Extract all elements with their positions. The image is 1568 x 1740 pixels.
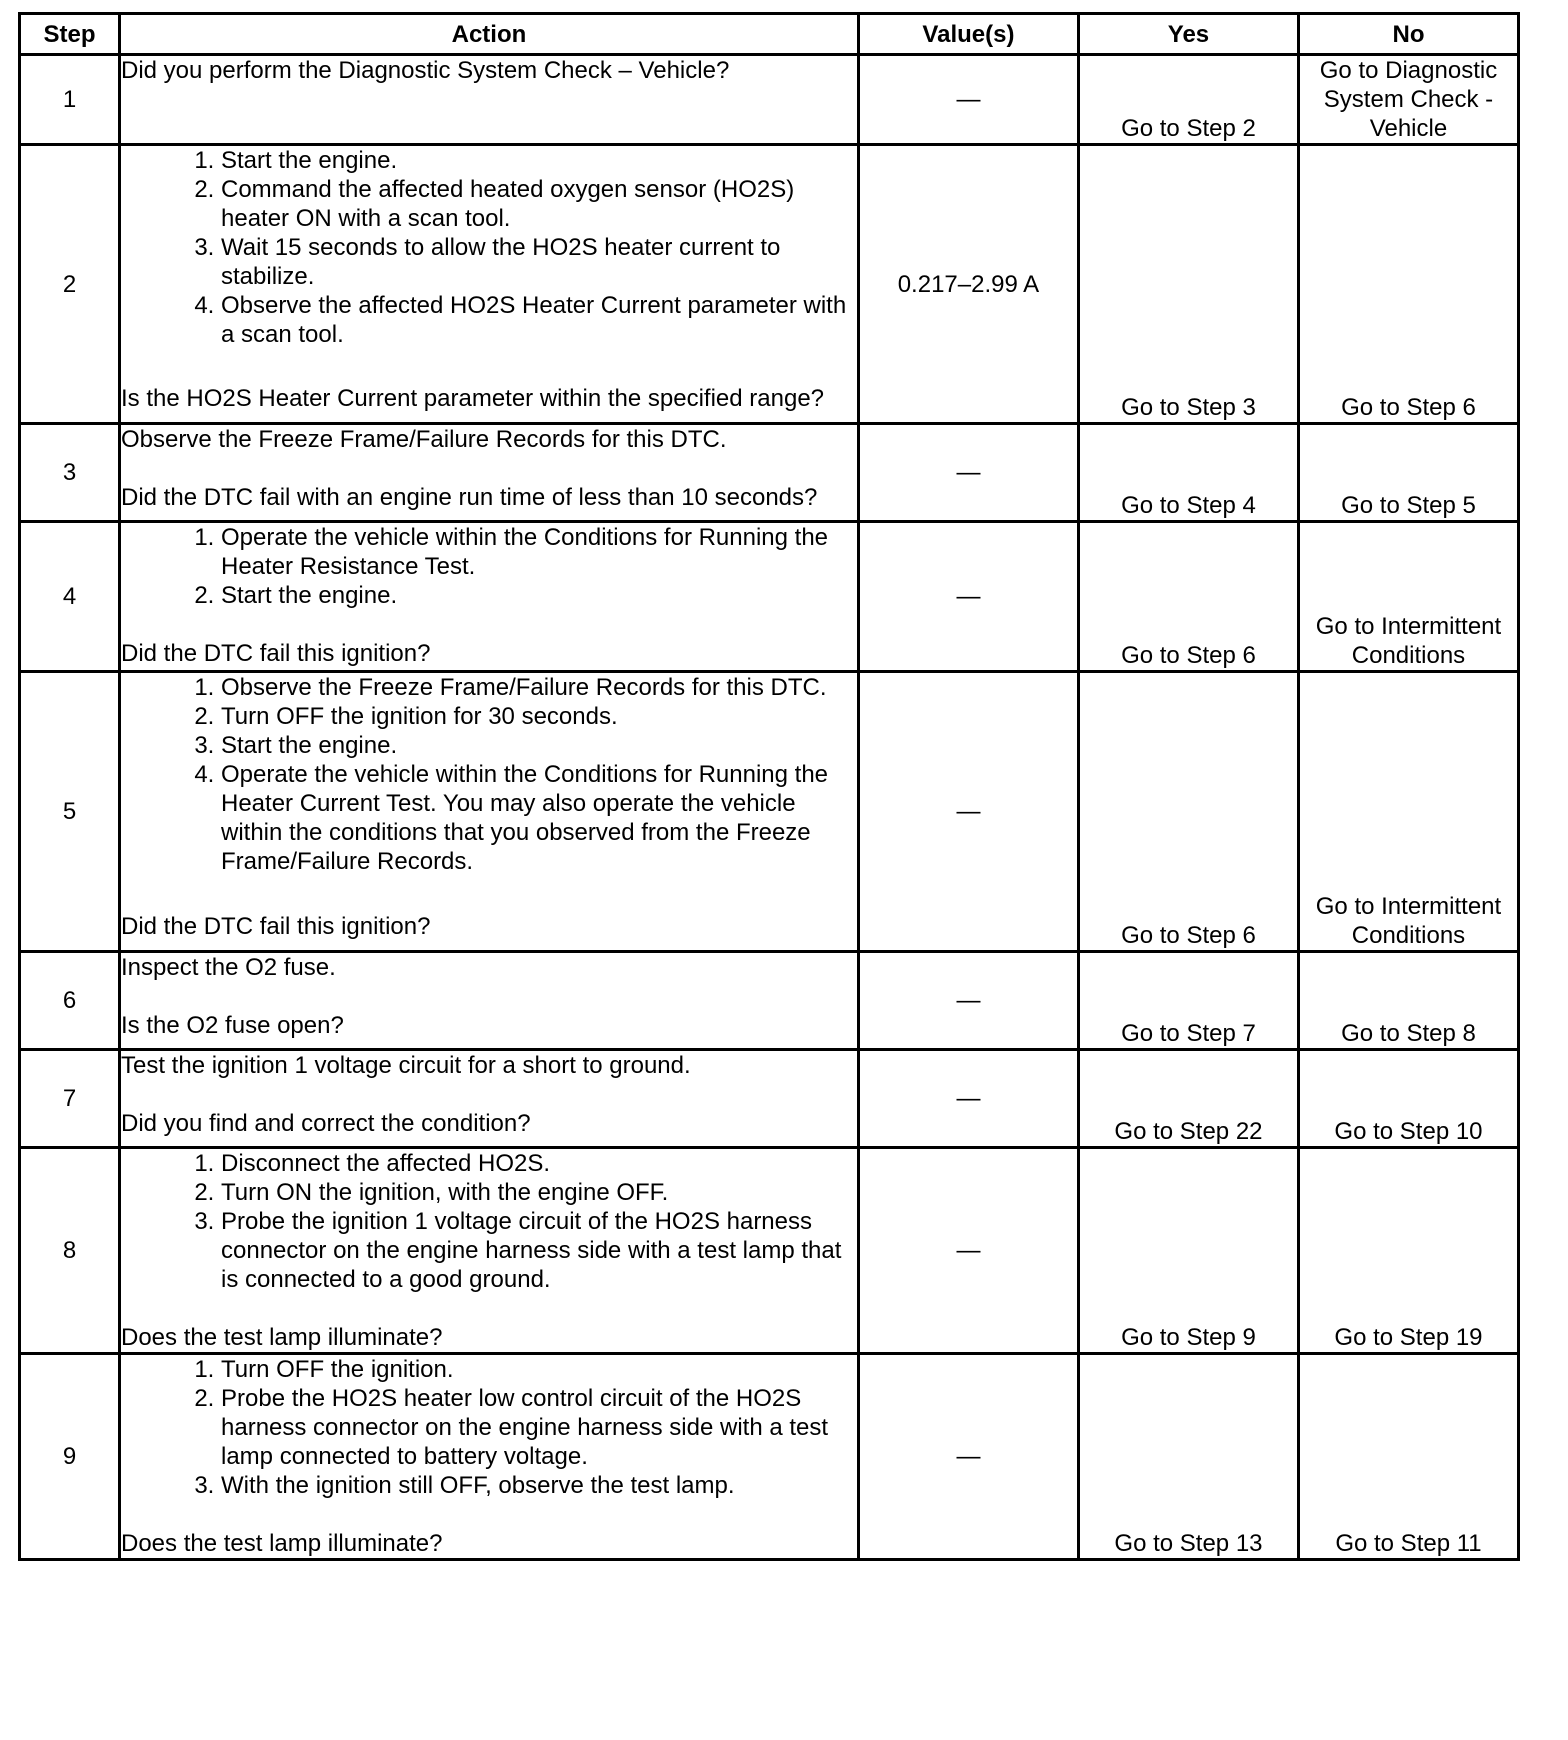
action-step-item: 2. Turn ON the ignition, with the engine OFF. <box>221 1178 857 1207</box>
action-cell <box>120 424 859 522</box>
header-row <box>20 14 1519 55</box>
action-question: Does the test lamp illuminate? <box>121 1324 443 1351</box>
no-cell: Go to Step 11 <box>1298 1354 1518 1560</box>
yes-cell: Go to Step 4 <box>1078 424 1298 522</box>
table-row <box>20 1050 1519 1148</box>
action-cell <box>120 672 859 952</box>
table-row <box>20 522 1519 672</box>
action-step-item: 3. Probe the ignition 1 voltage circuit of the HO2S harness connector on the engine harness side with a test lamp that is connected to a good ground. <box>221 1207 857 1294</box>
step-number: 1 <box>20 55 120 145</box>
header-step: Step <box>20 14 120 55</box>
header-no: No <box>1298 14 1518 55</box>
step-number: 7 <box>20 1050 120 1148</box>
action-step-item: 2. Turn OFF the ignition for 30 seconds. <box>221 702 857 731</box>
no-cell: Go to Step 6 <box>1298 145 1518 424</box>
yes-cell: Go to Step 13 <box>1078 1354 1298 1560</box>
step-number: 4 <box>20 522 120 672</box>
value-cell: 0.217–2.99 A <box>858 145 1078 424</box>
action-question: Is the O2 fuse open? <box>121 1012 344 1039</box>
value-cell: — <box>858 952 1078 1050</box>
header-values: Value(s) <box>858 14 1078 55</box>
action-steps-list <box>121 1355 857 1500</box>
no-cell: Go to Step 10 <box>1298 1050 1518 1148</box>
table-row <box>20 672 1519 952</box>
action-step-item: 3. Wait 15 seconds to allow the HO2S heater current to stabilize. <box>221 233 857 291</box>
step-number: 3 <box>20 424 120 522</box>
header-action: Action <box>120 14 859 55</box>
action-cell <box>120 522 859 672</box>
value-cell: — <box>858 1354 1078 1560</box>
action-text: Did you perform the Diagnostic System Check – Vehicle? <box>121 57 730 84</box>
step-number: 8 <box>20 1148 120 1354</box>
action-text: Inspect the O2 fuse. <box>121 954 336 981</box>
action-question: Did you find and correct the condition? <box>121 1110 531 1137</box>
action-question: Did the DTC fail this ignition? <box>121 640 431 667</box>
action-step-item: 4. Observe the affected HO2S Heater Current parameter with a scan tool. <box>221 291 857 349</box>
value-cell: — <box>858 55 1078 145</box>
action-text: Observe the Freeze Frame/Failure Records for this DTC. <box>121 426 727 453</box>
yes-cell: Go to Step 3 <box>1078 145 1298 424</box>
yes-cell: Go to Step 2 <box>1078 55 1298 145</box>
action-step-item: 1. Turn OFF the ignition. <box>221 1355 857 1384</box>
action-cell <box>120 55 859 145</box>
table-row <box>20 952 1519 1050</box>
action-step-item: 1. Observe the Freeze Frame/Failure Records for this DTC. <box>221 673 857 702</box>
table-row <box>20 55 1519 145</box>
table-row <box>20 145 1519 424</box>
action-step-item: 3. Start the engine. <box>221 731 857 760</box>
action-steps-list <box>121 146 857 349</box>
action-step-item: 2. Probe the HO2S heater low control circuit of the HO2S harness connector on the engine harness side with a test lamp connected to battery voltage. <box>221 1384 857 1471</box>
action-cell <box>120 1050 859 1148</box>
no-cell: Go to Step 5 <box>1298 424 1518 522</box>
action-step-item: 4. Operate the vehicle within the Conditions for Running the Heater Current Test. You may also operate the vehicle within the conditions that you observed from the Freeze Frame/Failure Records. <box>221 760 857 876</box>
value-cell: — <box>858 1148 1078 1354</box>
action-question: Is the HO2S Heater Current parameter within the specified range? <box>121 385 825 412</box>
no-cell: Go to Diagnostic System Check - Vehicle <box>1298 55 1518 145</box>
table-row <box>20 424 1519 522</box>
no-cell: Go to Intermittent Conditions <box>1298 672 1518 952</box>
value-cell: — <box>858 424 1078 522</box>
action-cell <box>120 1354 859 1560</box>
value-cell: — <box>858 1050 1078 1148</box>
table-row <box>20 1148 1519 1354</box>
table-row <box>20 1354 1519 1560</box>
action-cell <box>120 952 859 1050</box>
value-cell: — <box>858 522 1078 672</box>
action-cell <box>120 1148 859 1354</box>
no-cell: Go to Intermittent Conditions <box>1298 522 1518 672</box>
action-steps-list <box>121 523 857 610</box>
yes-cell: Go to Step 9 <box>1078 1148 1298 1354</box>
action-steps-list <box>121 1149 857 1294</box>
step-number: 2 <box>20 145 120 424</box>
yes-cell: Go to Step 6 <box>1078 672 1298 952</box>
yes-cell: Go to Step 22 <box>1078 1050 1298 1148</box>
no-cell: Go to Step 8 <box>1298 952 1518 1050</box>
action-step-item: 1. Start the engine. <box>221 146 857 175</box>
action-question: Did the DTC fail this ignition? <box>121 913 431 940</box>
yes-cell: Go to Step 6 <box>1078 522 1298 672</box>
yes-cell: Go to Step 7 <box>1078 952 1298 1050</box>
value-cell: — <box>858 672 1078 952</box>
action-step-item: 1. Disconnect the affected HO2S. <box>221 1149 857 1178</box>
diagnostic-table <box>18 12 1520 1561</box>
action-text: Test the ignition 1 voltage circuit for a short to ground. <box>121 1052 691 1079</box>
action-question: Did the DTC fail with an engine run time of less than 10 seconds? <box>121 484 818 511</box>
action-step-item: 2. Start the engine. <box>221 581 857 610</box>
action-step-item: 3. With the ignition still OFF, observe the test lamp. <box>221 1471 857 1500</box>
step-number: 6 <box>20 952 120 1050</box>
action-step-item: 1. Operate the vehicle within the Conditions for Running the Heater Resistance Test. <box>221 523 857 581</box>
action-steps-list <box>121 673 857 876</box>
step-number: 5 <box>20 672 120 952</box>
header-yes: Yes <box>1078 14 1298 55</box>
no-cell: Go to Step 19 <box>1298 1148 1518 1354</box>
action-question: Does the test lamp illuminate? <box>121 1530 443 1557</box>
action-cell <box>120 145 859 424</box>
action-step-item: 2. Command the affected heated oxygen sensor (HO2S) heater ON with a scan tool. <box>221 175 857 233</box>
step-number: 9 <box>20 1354 120 1560</box>
